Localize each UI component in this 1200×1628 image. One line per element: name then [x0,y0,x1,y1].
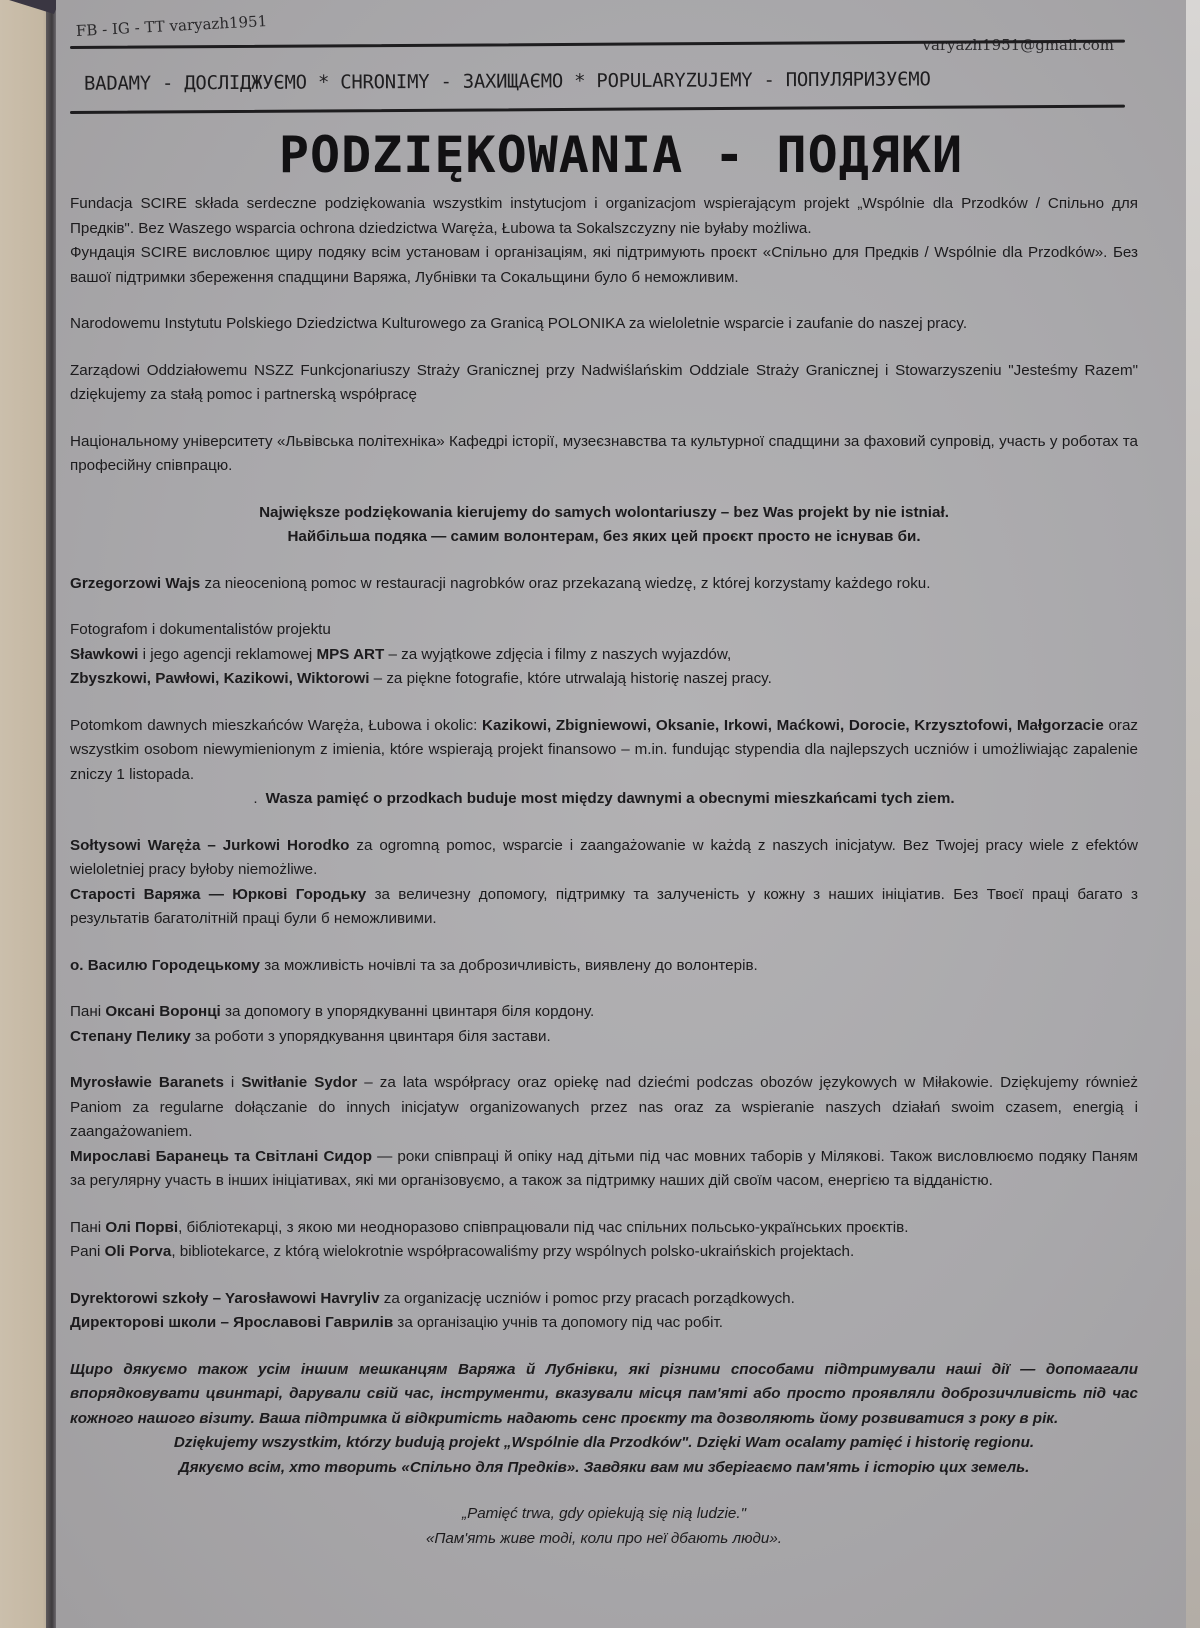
thanks-text: za ogromną pomoc, wsparcie i zaangażowanie w każdą z naszych inicjatyw. Bez Twojej pracy wiele z efektów wieloletniej pracy byłoby niemożliwe. [70,836,1138,878]
person-name: Dyrektorowi szkoły – Yarosławowi Havryliv [70,1289,380,1307]
descendants-lead: Potomkom dawnych mieszkańców Waręża, Łubowa i okolic: [70,716,482,734]
thanks-pelyk [70,1025,1138,1050]
person-name: Sławkowi [70,645,139,663]
document-body [70,192,1138,1551]
thanks-text: – za wyjątkowe zdjęcia i filmy z naszych wyjazdów, [384,645,732,663]
thanks-text: , bibliotekarce, z którą wielokrotnie współpracowaliśmy przy wspólnych polsko-ukraińskich projektach. [171,1243,855,1260]
thanks-text: за величезну допомогу, підтримку та залученість у кожну з наших ініціатив. Без Твоєї праці багато з результатів багатолітній праці були б неможливими. [70,885,1139,927]
agency-name: MPS ART [316,645,385,663]
thanks-text: – za piękne fotografie, które utrwalają historię naszej pracy. [369,670,772,687]
thanks-text: za organizację uczniów i pomoc przy pracach porządkowych. [379,1289,795,1307]
thanks-soltys-pl [70,834,1138,883]
thanks-director-pl [70,1287,1138,1312]
thanks-camps-ua [70,1145,1138,1194]
thanks-nszz: Zarządowi Oddziałowemu NSZZ Funkcjonariuszy Straży Granicznej przy Nadwiślańskim Oddziale Straży Granicznej i Stowarzyszeniu "Jesteśmy Razem" dziękujemy za stałą pomoc i partnerską współpracę [70,361,1138,403]
thanks-text: za nieocenioną pomoc w restauracji nagrobków oraz przekazaną wiedzę, z której korzystamy każdego roku. [200,574,931,592]
intro-pl: Fundacja SCIRE składa serdeczne podziękowania wszystkim instytucjom i organizacjom wspierającym projekt „Wspólnie dla Przodków / Спільно для Предків". Bez Waszego wsparcia ochrona dziedzictwa Waręża, Łubowa ta Sokalszczyzny nie byłaby możliwa. [70,195,1138,237]
thanks-text: i jego agencji reklamowej [138,645,317,663]
person-names: Kazikowi, Zbigniewowi, Oksanie, Irkowi, Maćkowi, Dorocie, Krzysztofowi, Małgorzacie [482,716,1104,734]
photographers-heading: Fotografom i dokumentalistów projektu [70,621,331,638]
intro-ua: Фундація SCIRE висловлює щиру подяку всім установам і організаціям, які підтримують проєкт «Спільно для Предків / Wspólnie dla Przodków». Без вашої підтримки збереження спадщини Варяжа, Лубнівки та Сокальщини було б неможливим. [70,244,1138,286]
contact-email: varyazh1951@gmail.com [922,36,1114,54]
quote-pl: „Pamięć trwa, gdy opiekują się nią ludzie." [462,1505,746,1522]
right-background-strip [1186,0,1200,1628]
thanks-text: за роботи з упорядкування цвинтаря біля застави. [190,1027,551,1045]
descendants-bridge [70,787,1138,812]
thanks-director-ua [70,1311,1138,1336]
header-rule-bottom [70,105,1125,114]
thanks-text: oraz wszystkim osobom niewymienionym z imienia, które wspierają projekt finansowo – m.in. fundując stypendia dla najlepszych uczniów i umożliwiając zapalenie zniczy 1 listopada. [70,716,1138,783]
person-name: Switłanie Sydor [241,1074,358,1091]
thanks-priest [70,954,1138,979]
closing-ua-residents: Щиро дякуємо також усім іншим мешканцям Варяжа й Лубнівки, які різними способами підтримували наші дії — допомагали впорядковувати цвинтарі, дарували свій час, інструменти, вказували місця пам'яті або просто проявляли доброзичливість під час кожного нашого візиту. Ваша підтримка й відкритість надають сенс проєкту та дозволяють йому розвиватися з року в рік. [70,1360,1138,1427]
document-page [56,0,1186,1628]
person-names: Мирославі Баранець та Світлані Сидор [70,1147,372,1165]
thanks-wajs [70,572,1138,597]
thanks-camps-pl [70,1071,1138,1145]
thanks-polonika: Narodowemu Instytutu Polskiego Dziedzictwa Kulturowego za Granicą POLONIKA za wieloletnie wsparcie i zaufanie do naszej pracy. [70,315,968,332]
bridge-text: Wasza pamięć o przodkach buduje most między dawnymi a obecnymi mieszkańcami tych ziem. [265,790,955,807]
quote-ua: «Пам'ять живе тоді, коли про неї дбають люди». [425,1529,782,1547]
stray-mark: . [253,790,258,807]
book-spine [46,0,56,1628]
thanks-text: — роки співпраці й опіку над дітьми під час мовних таборів у Мілякові. Також висловлюємо подяку Паням за регулярну участь в інших ініціативах, які ми організовуємо, а також за підтримку наших дій своїм часом, енергією та відданістю. [70,1147,1138,1189]
title-prefix: Пані [70,1003,106,1020]
thanks-lviv-polytechnic: Національному університету «Львівська політехніка» Кафедрі історії, музеєзнавства та культурної спадщини за фаховий супровід, участь у роботах та професійну співпрацю. [70,432,1138,474]
thanks-soltys-ua [70,883,1138,932]
thanks-descendants [70,714,1138,788]
volunteers-ua: Найбільша подяка — самим волонтерам, без яких цей проєкт просто не існував би. [287,528,921,545]
title-prefix: Pani [70,1243,105,1260]
closing-ua-thanks: Дякуємо всім, хто творить «Спільно для Предків». Завдяки вам ми зберігаємо пам'ять і історію цих земель. [178,1458,1030,1476]
adjacent-page-edge [0,0,50,1628]
person-name: Директорові школи – Ярославові Гаврилів [70,1314,394,1331]
person-names: Zbyszkowi, Pawłowi, Kazikowi, Wiktorowi [70,670,370,687]
person-name: о. Василю Городецькому [70,956,260,974]
person-name: Grzegorzowi Wajs [70,574,201,592]
thanks-text: за допомогу в упорядкуванні цвинтаря біля кордону. [220,1003,595,1020]
title-prefix: Пані [70,1218,106,1236]
person-name: Старості Варяжа — Юркові Городьку [70,885,367,903]
volunteers-pl: Największe podziękowania kierujemy do samych wolontariuszy – bez Was projekt by nie istniał. [259,503,949,521]
page-title: PODZIĘKOWANIA - ПОДЯКИ [278,126,964,184]
thanks-voronka [70,1000,1138,1025]
thanks-text: – za lata współpracy oraz opiekę nad dziećmi podczas obozów językowych w Miłakowie. Dziękujemy również Paniom za regularne dołączanie do innych inicjatyw organizowanych przez nas oraz za wspieranie naszych działań swoim czasem, energią i zaangażowaniem. [70,1074,1138,1140]
person-name: Оксані Воронці [105,1003,221,1020]
photographers-line-2 [70,667,1138,692]
conjunction: i [223,1074,242,1091]
thanks-librarian-pl [70,1240,1138,1265]
person-name: Олі Порві [105,1218,179,1236]
person-name: Oli Porva [104,1243,172,1260]
motto-banner: BADAMY - ДОСЛІДЖУЄМО * CHRONIMY - ЗАХИЩАЄМО * POPULARYZUJEMY - ПОПУЛЯРИЗУЄМО [83,68,931,95]
person-name: Степану Пелику [70,1027,191,1045]
person-name: Sołtysowi Waręża – Jurkowi Horodko [70,836,350,854]
thanks-text: за організацію учнів та допомогу під час робіт. [393,1314,723,1331]
photographers-line-1 [70,643,1138,668]
person-name: Myrosławie Baranets [70,1074,224,1091]
social-handles: FB - IG - TT varyazh1951 [75,11,268,40]
closing-pl-thanks: Dziękujemy wszystkim, którzy budują projekt „Wspólnie dla Przodków". Dzięki Wam ocalamy pamięć i historię regionu. [173,1434,1035,1451]
thanks-text: , бібліотекарці, з якою ми неодноразово співпрацювали під час спільних польсько-українських проєктів. [178,1218,909,1236]
thanks-librarian-ua [70,1216,1138,1241]
thanks-text: за можливість ночівлі та за доброзичливість, виявлену до волонтерів. [259,956,758,974]
